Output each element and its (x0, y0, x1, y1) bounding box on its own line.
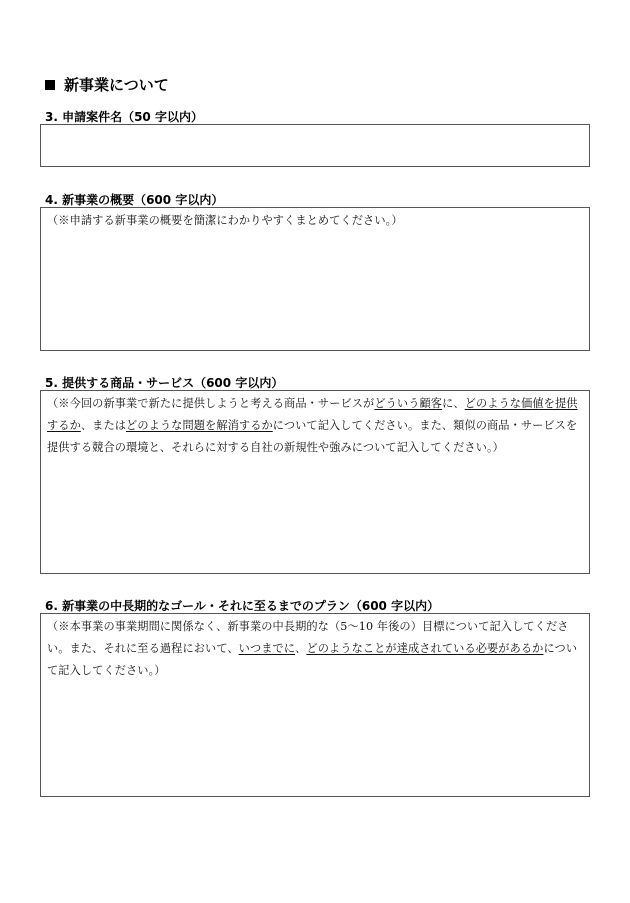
field-instruction (41, 391, 589, 459)
products-services-input[interactable] (40, 390, 590, 574)
instruction-text: について記入してください。） (47, 642, 578, 677)
underlined-phrase: いつまでに (238, 642, 296, 655)
business-overview-input[interactable] (40, 207, 590, 351)
instruction-text: に、 (442, 397, 465, 410)
field-label-business-overview: 4. 新事業の概要（600 字以内） (45, 193, 224, 207)
underlined-phrase: どのようなことが達成されている必要があるか (306, 642, 544, 655)
instruction-text: 、または (80, 419, 127, 432)
section-title: 新事業について (64, 76, 169, 94)
long-term-goal-input[interactable] (40, 613, 590, 797)
field-label-long-term-goal: 6. 新事業の中長期的なゴール・それに至るまでのプラン（600 字以内） (45, 599, 440, 613)
field-label-products-services: 5. 提供する商品・サービス（600 字以内） (45, 376, 284, 390)
field-instruction (41, 125, 589, 127)
black-square-icon (45, 80, 55, 90)
underlined-phrase: どのような価値を提供するか (47, 397, 578, 432)
instruction-text: 、 (295, 642, 307, 655)
underlined-phrase: どういう顧客 (374, 397, 443, 410)
project-name-input[interactable] (40, 124, 590, 167)
instruction-text: （※申請する新事業の概要を簡潔にわかりやすくまとめてください。） (47, 214, 403, 227)
section-heading (45, 74, 169, 95)
field-instruction (41, 208, 589, 232)
instruction-text: について記入してください。また、類似の商品・サービスを提供する競合の環境と、それらに対する自社の新規性や強みについて記入してください。） (47, 419, 578, 454)
underlined-phrase: どのような問題を解消するか (126, 419, 273, 432)
instruction-text: （※今回の新事業で新たに提供しようと考える商品・サービスが (47, 397, 375, 410)
instruction-text: （※本事業の事業期間に関係なく、新事業の中長期的な（5〜10 年後の）目標について記入してください。また、それに至る過程において、 (47, 620, 569, 655)
field-instruction (41, 614, 589, 682)
field-label-project-name: 3. 申請案件名（50 字以内） (45, 110, 203, 124)
